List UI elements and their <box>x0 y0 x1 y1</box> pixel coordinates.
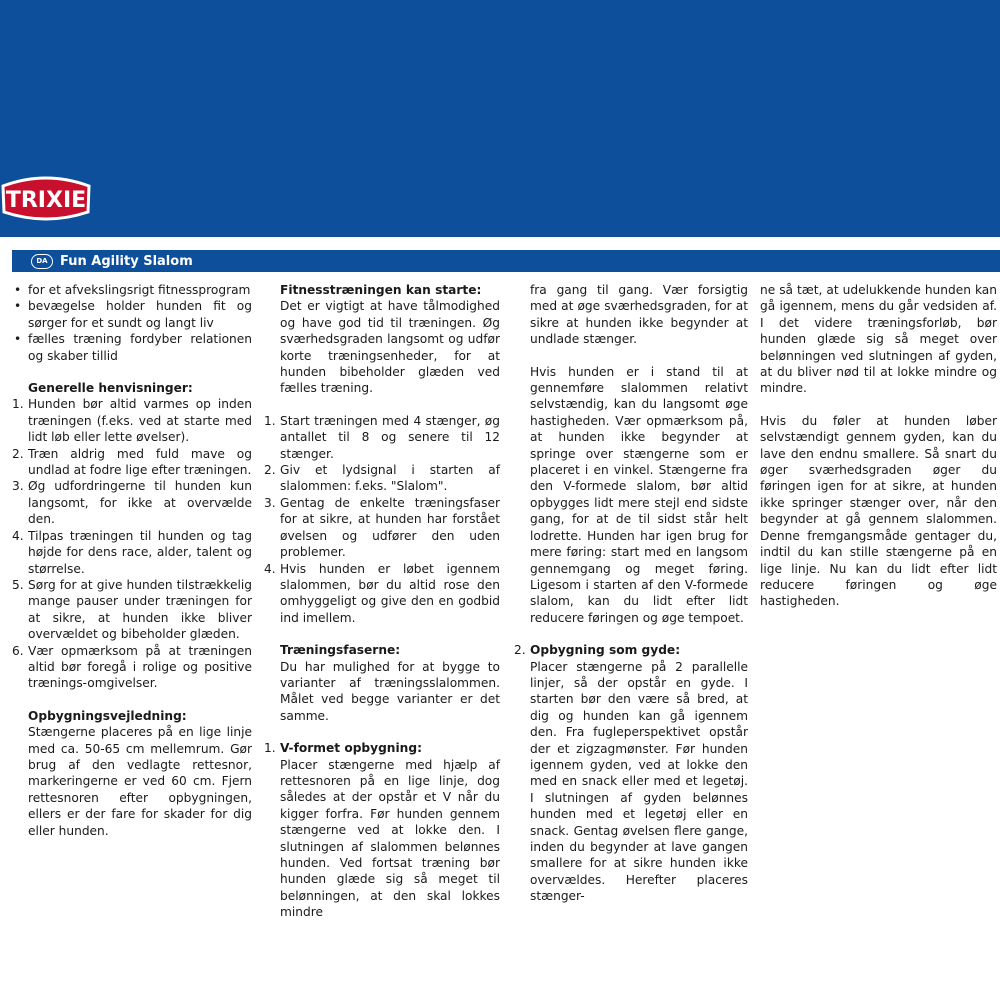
heading-general: Generelle henvisninger: <box>28 381 193 396</box>
column-1 <box>12 282 252 839</box>
speed-text: Hvis hunden er i stand til at gennemføre slalommen relativt selvstændig, kan du langsomt øge hastigheden. Vær opmærksom på, at hunden ikke begynder at springe over stængerne som er placeret i en vinkel. Stængerne fra den V-formede slalom, bør altid opbygges lidt mere stejl end sidste gang, for at de til sidst står helt lodrette. Hunden har igen brug for mere føring: start med en langsom gennemgang og meget føring. Ligesom i starten af den V-formede slalom, kan du lidt efter lidt reducere føringen og øge tempoet. <box>530 364 748 625</box>
list-item: 2. Træn aldrig med fuld mave og undlad at fodre lige efter træningen. <box>12 446 252 478</box>
heading-phases: Træningsfaserne: <box>280 643 401 658</box>
language-badge: DA <box>31 254 53 269</box>
list-item: 2. Giv et lydsignal i starten af slalommen: f.eks. "Slalom". <box>264 463 500 494</box>
list-item: 6. Vær opmærksom på at træningen altid bør foregå i rolige og positive trænings-omgivelser. <box>12 643 252 691</box>
page-title: Fun Agility Slalom <box>60 253 193 269</box>
list-item: 4. Tilpas træningen til hunden og tag højde for dens race, alder, talent og størrelse. <box>12 528 252 576</box>
list-item: 1. Hunden bør altid varmes op inden træningen (f.eks. ved at starte med lidt løb eller lette øvelser). <box>12 397 252 445</box>
alley-text-cont: ne så tæt, at udelukkende hunden kan gå igennem, mens du går vedsiden af. I det videre træningsforløb, bør hunden glæde sig så meget over belønningen ved slutningen af gyden, at du bliver nød til at lokke mindre og mindre. <box>760 283 997 396</box>
list-item: 3. Gentag de enkelte træningsfaser for at sikre, at hunden har forstået øvelsen og udfører den uden problemer. <box>264 495 500 560</box>
setup-text: Stængerne placeres på en lige linje med ca. 50-65 cm mellemrum. Gør brug af den vedlagte rettesnor, markeringerne er ved 60 cm. Fjern rettesnoren efter opbygningen, ellers er der fare for skader for dig eller hunden. <box>28 725 252 838</box>
v-shaped-text-cont: fra gang til gang. Vær forsigtig med at øge sværhedsgraden, for at sikre at hunden ikke begynder at undlade stænger. <box>530 283 748 347</box>
logo-text: TRIXIE <box>5 188 87 213</box>
final-text: Hvis du føler at hunden løber selvstændigt gennem gyden, kan du lave den endnu smallere. Så snart du øger sværhedsgraden øger du føringen igen for at sikre, at hunden ikke springer stænger over, når den begynder at gå gennem slalommen. Denne fremgangsmåde gentager du, indtil du kan stille stængerne på en lige linje. Nu kan du lidt efter lidt reducere føringen og øge hastigheden. <box>760 413 997 609</box>
list-item: 4. Hvis hunden er løbet igennem slalommen, bør du altid rose den omhyggeligt og give den en godbid ind imellem. <box>264 561 500 625</box>
heading-alley: 2. Opbygning som gyde: <box>514 643 681 658</box>
column-2 <box>264 282 500 921</box>
benefits-list <box>12 282 252 364</box>
alley-text: Placer stængerne på 2 parallelle linjer, så der opstår en gyde. I starten bør den være så bred, at dig og hunden kan gå igennem den. Fra fugleperspektivet opstår der et zigzagmønster. Før hunden igennem gyden, ved at lokke den med en snack eller med et legetøj. I slutningen af gyden belønnes hunden med et legetøj eller en snack. Gentag øvelsen flere gange, inden du begynder at lave gangen smallere for at sikre hunden ikke overvældes. Herefter placeres stænger- <box>530 659 748 904</box>
phases-text: Du har mulighed for at bygge to varianter af træningsslalommen. Målet ved begge varianter er det samme. <box>280 659 500 723</box>
header-band <box>0 0 1000 237</box>
steps-list <box>264 413 500 626</box>
general-list <box>12 396 252 691</box>
heading-setup: Opbygningsvejledning: <box>28 708 187 723</box>
list-item: 3. Øg udfordringerne til hunden kun langsomt, for ikke at overvælde den. <box>12 479 252 527</box>
list-item: 1. Start træningen med 4 stænger, øg antallet til 8 og senere til 12 stænger. <box>264 413 500 461</box>
column-3 <box>514 282 748 905</box>
section-title-bar <box>12 250 1000 272</box>
trixie-logo <box>0 172 92 224</box>
list-item: • bevægelse holder hunden fit og sørger for et sundt og langt liv <box>12 298 252 331</box>
list-item: • for et afvekslingsrigt fitnessprogram <box>12 282 252 298</box>
heading-v-shaped: 1. V-formet opbygning: <box>264 741 422 756</box>
heading-start: Fitnesstræningen kan starte: <box>280 283 482 297</box>
start-text: Det er vigtigt at have tålmodighed og have god tid til træningen. Øg sværhedsgraden langsomt og udfør korte træningsenheder, for at hunden bibeholder glæden ved fælles træning. <box>280 299 500 396</box>
column-4 <box>760 282 997 610</box>
list-item: 5. Sørg for at give hunden tilstrækkelig mange pauser under træningen for at sikre, at hunden ikke bliver overvældet og bibeholder glæden. <box>12 577 252 642</box>
v-shaped-text: Placer stængerne med hjælp af rettesnoren på en lige linje, dog således at der opstår et V når du kigger forfra. Før hunden gennem stængerne ved at lokke den. I slutningen af slalommen belønnes hunden. Ved fortsat træning bør hunden glæde sig så meget til belønningen, at den skal lokkes mindre <box>280 757 500 920</box>
list-item: • fælles træning fordyber relationen og skaber tillid <box>12 331 252 364</box>
